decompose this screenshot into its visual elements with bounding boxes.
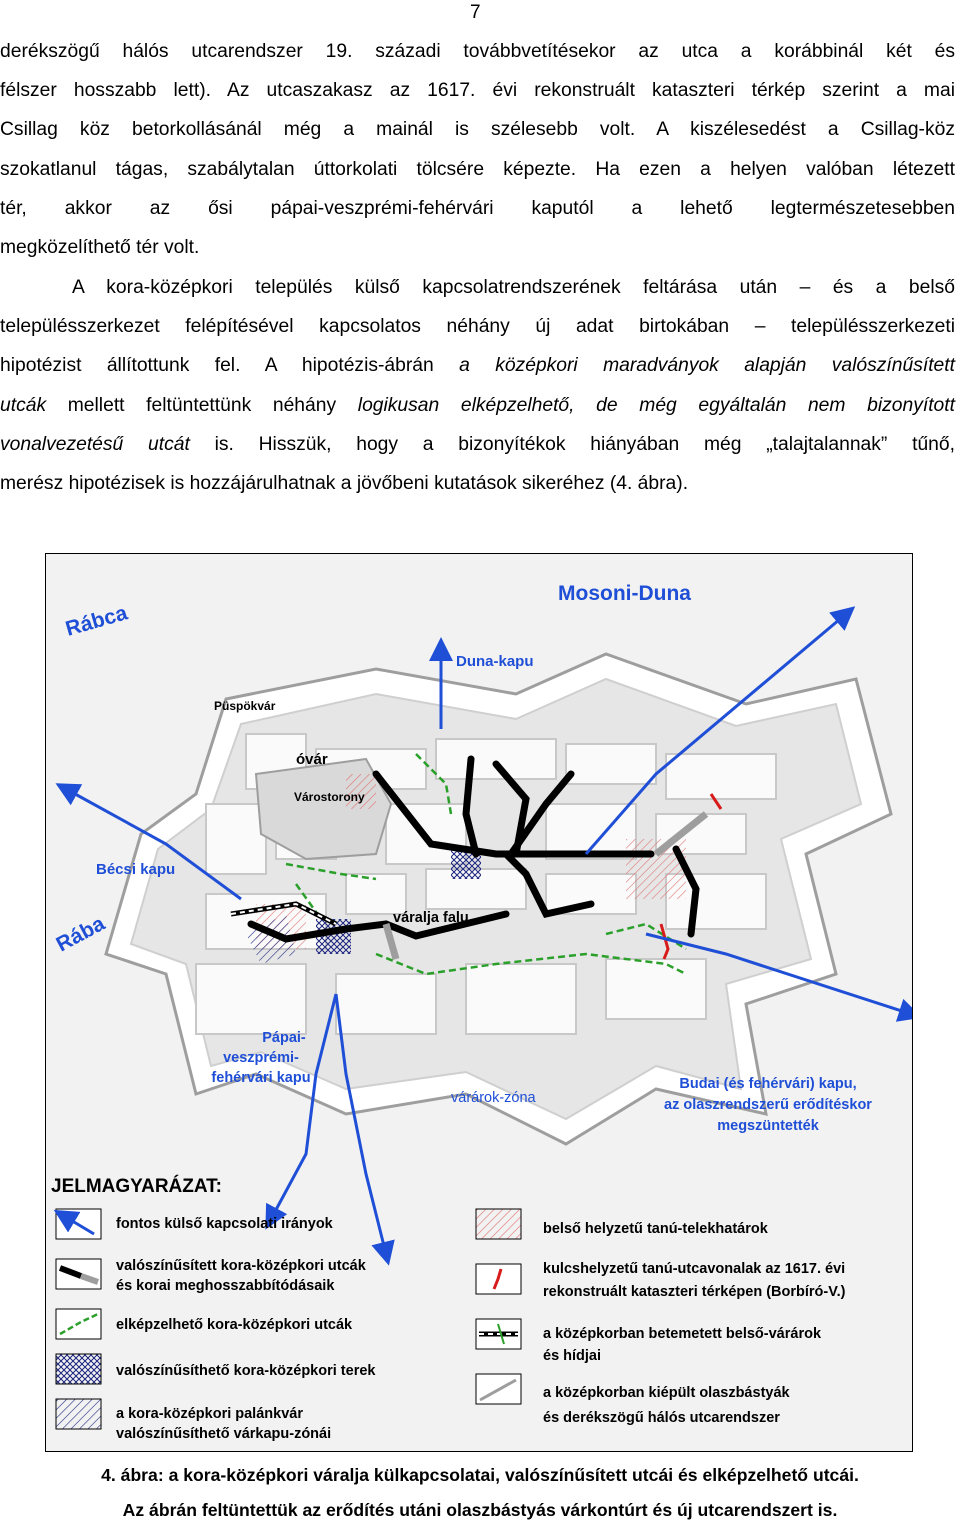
text-line: szokatlanul tágas, szabálytalan úttorkolati tölcsére képezte. Ha ezen a helyen valóban létezett xyxy=(0,158,955,180)
map-drawing xyxy=(46,554,912,1451)
legend-telekhatarok-1: belső helyzetű tanú-telekhatárok xyxy=(543,1221,768,1237)
label-budai-3: megszüntették xyxy=(717,1118,819,1134)
legend-symbols-right xyxy=(476,1209,521,1404)
italic-run: vonalvezetésű utcát xyxy=(0,433,190,455)
label-mosoni-duna: Mosoni-Duna xyxy=(558,582,691,605)
label-duna-kapu: Duna-kapu xyxy=(456,653,534,670)
label-rabca: Rábca xyxy=(63,601,130,641)
legend-palankvar-1: a kora-középkori palánkvár xyxy=(116,1406,303,1422)
text-line: A kora-középkori település külső kapcsolatrendszerének feltárása után – és a belső xyxy=(72,277,955,298)
label-puspokvar: Püspökvár xyxy=(214,699,276,713)
figure-caption-line-1: 4. ábra: a kora-középkori váralja külkapcsolatai, valószínűsített utcái és elképzelhető utcái. xyxy=(101,1465,859,1485)
label-ovar: óvár xyxy=(296,751,328,768)
label-papai-3: fehérvári kapu xyxy=(211,1070,311,1086)
label-raba: Rába xyxy=(52,911,109,957)
legend-utcak-2: és korai meghosszabbítódásaik xyxy=(116,1278,335,1294)
text-line: településszerkezet felépítésével kapcsolatos néhány új adat birtokában – településszerkezeti xyxy=(0,316,955,338)
italic-run: utcák xyxy=(0,394,47,416)
label-papai-1: Pápai- xyxy=(262,1030,306,1046)
text-line: félszer hosszabb lett). Az utcaszakasz az 1617. évi rekonstruált kataszteri térkép szerint a mai xyxy=(0,80,955,102)
italic-run: logikusan elképzelhető, de még egyáltalán nem bizonyított xyxy=(357,394,955,416)
legend-symbols-left xyxy=(56,1209,101,1429)
legend-utcavonalak-1: kulcshelyzetű tanú-utcavonalak az 1617. évi xyxy=(543,1261,846,1277)
paragraph-1 xyxy=(0,32,955,267)
label-becsi-kapu: Bécsi kapu xyxy=(96,861,176,878)
legend-elkepzelheto-1: elképzelhető kora-középkori utcák xyxy=(116,1317,353,1333)
legend-olaszbastyak-1: a középkorban kiépült olaszbástyák xyxy=(543,1385,790,1401)
text-run: is. Hisszük, hogy a bizonyítékok hiányában még „talajtalannak” tűnő, xyxy=(189,433,955,455)
legend-kulso-1: fontos külső kapcsolati irányok xyxy=(116,1216,333,1232)
label-varostorony: Várostorony xyxy=(294,790,365,804)
hypothesis-map-figure xyxy=(45,553,913,1452)
text-run: hipotézist állítottunk fel. A hipotézis-ábrán xyxy=(0,355,460,377)
text-line: merész hipotézisek is hozzájárulhatnak a jövőbeni kutatások sikeréhez (4. ábra). xyxy=(0,473,689,495)
text-line xyxy=(0,346,955,385)
legend-vararok-1: a középkorban betemetett belső-várárok xyxy=(543,1326,822,1342)
text-line: derékszögű hálós utcarendszer 19. századi továbbvetítésekor az utca a korábbinál két és xyxy=(0,41,955,62)
text-line xyxy=(0,386,955,425)
label-budai-2: az olaszrendszerű erődítéskor xyxy=(664,1097,872,1113)
text-run: mellett feltüntettünk néhány xyxy=(46,394,358,416)
italic-run: a középkori maradványok alapján valószínűsített xyxy=(459,355,955,377)
label-budai-1: Budai (és fehérvári) kapu, xyxy=(679,1076,857,1092)
text-line: megközelíthető tér volt. xyxy=(0,237,200,259)
text-line xyxy=(0,425,955,464)
legend-title: JELMAGYARÁZAT: xyxy=(51,1176,223,1197)
text-line: tér, akkor az ősi pápai-veszprémi-fehérvári kaputól a lehető legtermészetesebben xyxy=(0,197,955,219)
legend-vararok-2: és hídjai xyxy=(543,1348,602,1364)
legend-utcavonalak-2: rekonstruált kataszteri térképen (Borbíró-V.) xyxy=(543,1284,846,1300)
label-vararok-zona: várárok-zóna xyxy=(451,1090,536,1106)
paragraph-2 xyxy=(0,268,955,503)
label-varalja-falu: váralja falu xyxy=(393,910,469,926)
legend-utcak-1: valószínűsített kora-középkori utcák xyxy=(116,1258,366,1274)
legend-palankvar-2: valószínűsíthető várkapu-zónái xyxy=(116,1426,332,1442)
legend-olaszbastyak-2: és derékszögű hálós utcarendszer xyxy=(543,1410,780,1426)
page-number: 7 xyxy=(470,2,481,23)
text-line: Csillag köz betorkollásánál még a mainál is szélesebb volt. A kiszélesedést a Csillag-köz xyxy=(0,119,955,141)
figure-caption-line-2: Az ábrán feltüntettük az erődítés utáni olaszbástyás várkontúrt és új utcarendszert is. xyxy=(122,1500,838,1520)
label-papai-2: veszprémi- xyxy=(223,1050,299,1066)
legend-terek-1: valószínűsíthető kora-középkori terek xyxy=(116,1363,376,1379)
